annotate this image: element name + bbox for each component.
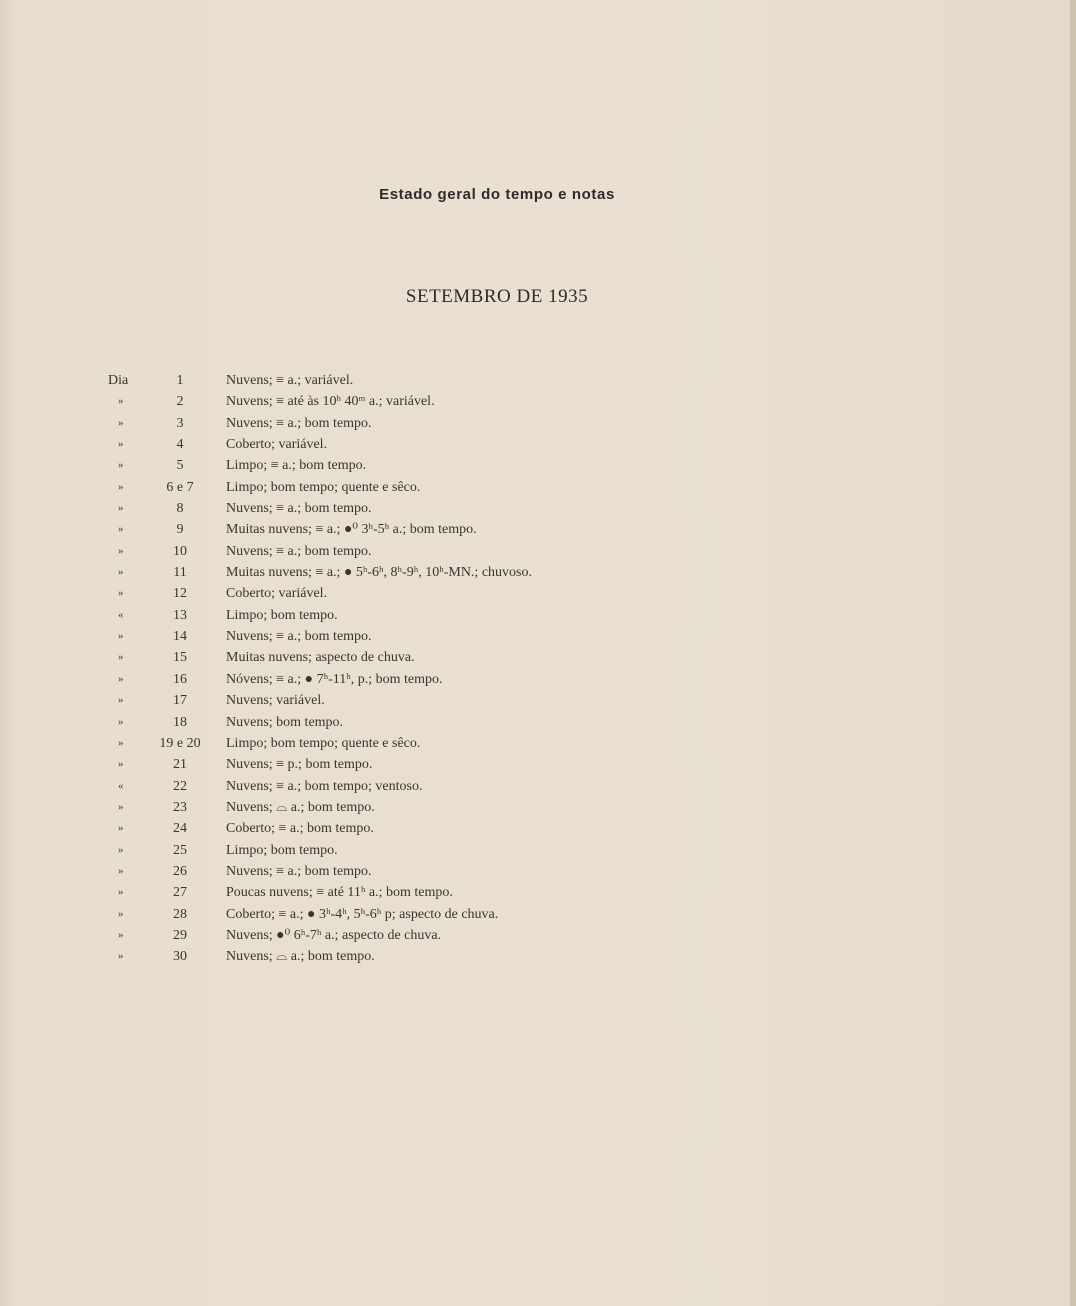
row-note: Poucas nuvens; ≡ até 11ʰ a.; bom tempo. — [226, 885, 453, 901]
row-prefix: » — [118, 523, 124, 536]
row-day: 1 — [176, 373, 184, 388]
row-day: 12 — [173, 586, 187, 602]
row-prefix: » — [118, 630, 124, 643]
row-day: 26 — [173, 863, 187, 879]
row-prefix: » — [118, 758, 124, 771]
row-day: 13 — [173, 607, 187, 623]
row-day: 27 — [173, 885, 187, 901]
row-day: 9 — [176, 522, 184, 538]
row-note: Nuvens; ≡ a.; variável. — [226, 373, 354, 388]
row-note: Nuvens; ≡ a.; bom tempo. — [226, 543, 372, 559]
row-day: 16 — [173, 671, 187, 687]
row-note: Limpo; bom tempo. — [226, 607, 338, 623]
row-day: 18 — [173, 714, 187, 730]
month-title: SETEMBRO DE 1935 — [405, 286, 589, 307]
row-day: 29 — [173, 927, 187, 943]
row-day: 10 — [173, 543, 187, 559]
row-note: Limpo; bom tempo; quente e sêco. — [226, 735, 421, 751]
row-note: Limpo; bom tempo. — [226, 842, 338, 858]
row-note: Muitas nuvens; ≡ a.; ●⁰ 3ʰ-5ʰ a.; bom tempo. — [226, 522, 477, 538]
row-day: 22 — [173, 778, 187, 794]
row-day: 3 — [176, 415, 184, 431]
row-prefix: » — [118, 950, 124, 963]
row-note: Nuvens; ≡ p.; bom tempo. — [226, 757, 373, 773]
row-prefix: » — [118, 544, 124, 557]
row-prefix: » — [118, 459, 124, 472]
row-note: Muitas nuvens; ≡ a.; ● 5ʰ-6ʰ, 8ʰ-9ʰ, 10ʰ-MN.; chuvoso. — [226, 565, 532, 581]
row-prefix: « — [118, 779, 124, 792]
row-prefix: » — [118, 672, 124, 685]
row-note: Nuvens; ≡ a.; bom tempo. — [226, 501, 372, 517]
row-prefix: » — [118, 651, 124, 664]
row-day: 23 — [173, 799, 187, 815]
row-note: Limpo; ≡ a.; bom tempo. — [226, 458, 367, 474]
row-day: 28 — [173, 906, 187, 922]
row-note: Limpo; bom tempo; quente e sêco. — [226, 479, 421, 495]
row-prefix: » — [118, 587, 124, 600]
row-prefix: » — [118, 800, 124, 813]
section-heading: Estado geral do tempo e notas — [379, 186, 615, 203]
row-note: Coberto; ≡ a.; ● 3ʰ-4ʰ, 5ʰ-6ʰ p; aspecto de chuva. — [226, 906, 499, 922]
row-day: 17 — [173, 693, 187, 709]
row-note: Nuvens; ≡ a.; bom tempo. — [226, 629, 372, 645]
row-day: 15 — [173, 650, 187, 666]
row-prefix: » — [118, 736, 124, 749]
row-note: Coberto; ≡ a.; bom tempo. — [226, 821, 374, 837]
row-note: Coberto; variável. — [226, 586, 328, 602]
row-day: 14 — [173, 629, 187, 645]
row-day: 11 — [173, 565, 187, 581]
row-prefix: » — [118, 694, 124, 707]
row-day: 19 e 20 — [159, 735, 201, 751]
row-note: Nuvens; ≡ a.; bom tempo. — [226, 415, 372, 431]
row-prefix: Dia — [108, 373, 129, 388]
row-note: Nuvens; ≡ até às 10ʰ 40ᵐ a.; variável. — [226, 394, 435, 410]
page-edge — [1070, 0, 1076, 1306]
row-note: Nuvens; ≡ a.; bom tempo. — [226, 863, 372, 879]
row-prefix: » — [118, 502, 124, 515]
row-note: Coberto; variável. — [226, 437, 328, 453]
row-day: 2 — [176, 394, 184, 410]
row-prefix: » — [118, 822, 124, 835]
row-note: Nuvens; ⌓ a.; bom tempo. — [226, 799, 375, 815]
row-note: Nóvens; ≡ a.; ● 7ʰ-11ʰ, p.; bom tempo. — [226, 671, 443, 687]
row-prefix: » — [118, 928, 124, 941]
row-prefix: » — [118, 843, 124, 856]
row-prefix: » — [118, 907, 124, 920]
row-day: 24 — [173, 821, 187, 837]
row-day: 8 — [176, 501, 184, 517]
row-day: 6 e 7 — [166, 479, 194, 495]
row-note: Nuvens; ●⁰ 6ʰ-7ʰ a.; aspecto de chuva. — [226, 927, 442, 943]
row-prefix: « — [118, 608, 124, 621]
row-prefix: » — [118, 886, 124, 899]
row-day: 25 — [173, 842, 187, 858]
row-prefix: » — [118, 566, 124, 579]
row-prefix: » — [118, 416, 124, 429]
row-prefix: » — [118, 864, 124, 877]
row-prefix: » — [118, 480, 124, 493]
row-prefix: » — [118, 715, 124, 728]
row-note: Muitas nuvens; aspecto de chuva. — [226, 650, 415, 666]
row-day: 30 — [173, 949, 187, 965]
row-note: Nuvens; bom tempo. — [226, 714, 344, 730]
row-note: Nuvens; variável. — [226, 693, 325, 709]
row-prefix: » — [118, 395, 124, 408]
row-note: Nuvens; ≡ a.; bom tempo; ventoso. — [226, 778, 423, 794]
row-prefix: » — [118, 438, 124, 451]
row-day: 4 — [176, 437, 184, 453]
row-day: 21 — [173, 757, 187, 773]
row-day: 5 — [176, 458, 184, 474]
row-note: Nuvens; ⌓ a.; bom tempo. — [226, 949, 375, 965]
